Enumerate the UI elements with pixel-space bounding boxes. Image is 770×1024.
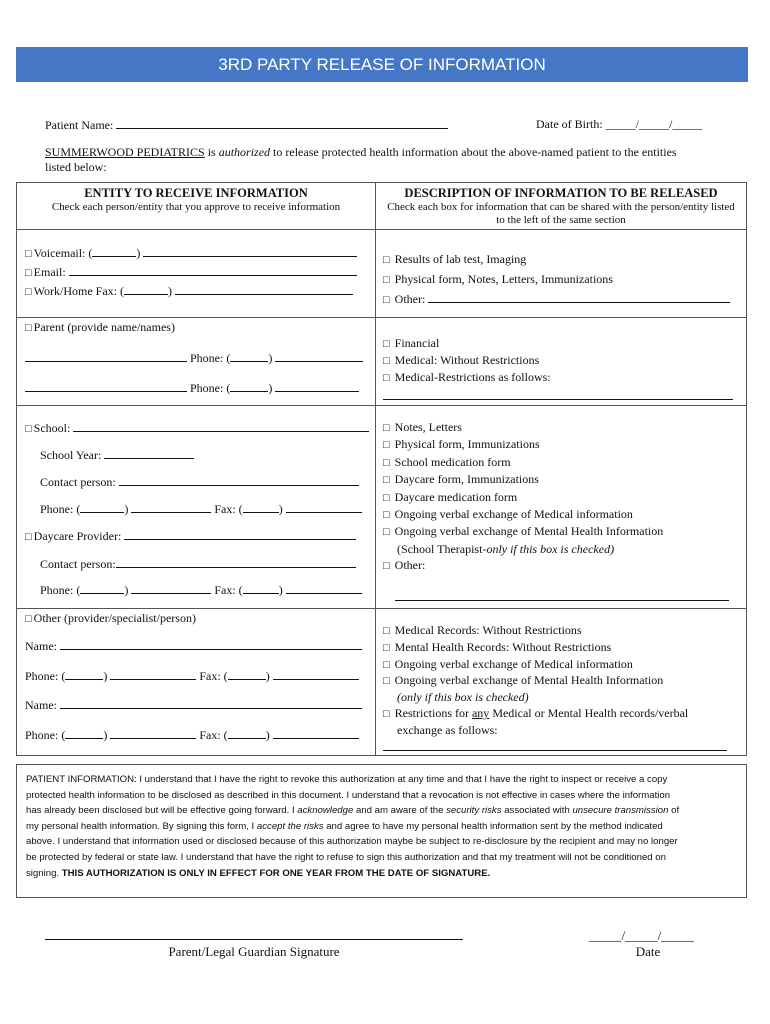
school-year-row[interactable]: School Year: <box>40 447 194 463</box>
other-phone-row-2[interactable]: Phone: ( ) Fax: ( ) <box>25 727 359 743</box>
option-physical-imm[interactable]: □ Physical form, Immunizations <box>383 437 540 452</box>
fax-field[interactable] <box>175 283 353 295</box>
left-header-sub: Check each person/entity that you approve to receive information <box>51 201 341 213</box>
option-other-school[interactable]: □ Other: <box>383 558 426 573</box>
section4-options: □ Medical Records: Without Restrictions □ Mental Health Records: Without Restrictions □ Ongoing verbal exchange of Medical information □ Ongoing verbal exchange of Mental Health Information (only if this box is checked) □ Restrictions for any Medical or Mental Health records/verbal exchange as follows: <box>383 623 727 755</box>
school-row[interactable] <box>25 420 369 436</box>
right-header-title: DESCRIPTION OF INFORMATION TO BE RELEASED <box>404 186 718 200</box>
parent-label: Parent (provide name/names) <box>33 320 175 334</box>
option-mental-records[interactable]: □ Mental Health Records: Without Restrictions <box>383 639 612 654</box>
option-daycare-med[interactable]: □ Daycare medication form <box>383 489 518 504</box>
form-title: 3RD PARTY RELEASE OF INFORMATION <box>218 54 546 74</box>
date-field[interactable]: _____/_____/_____ <box>589 928 694 943</box>
signature-line[interactable] <box>45 939 463 940</box>
date-label: Date <box>635 944 661 959</box>
row-divider <box>17 317 746 318</box>
parent-line-1[interactable]: Phone: ( ) <box>25 350 363 366</box>
row-divider <box>17 608 746 609</box>
option-notes[interactable]: □ Notes, Letters <box>383 420 462 434</box>
checkbox[interactable]: □ <box>25 322 32 334</box>
other-phone-row-1[interactable]: Phone: ( ) Fax: ( ) <box>25 668 359 684</box>
org-name: SUMMERWOOD PEDIATRICS <box>45 145 205 159</box>
voicemail-field[interactable] <box>143 245 357 257</box>
form-title-banner <box>16 47 748 82</box>
option-verbal-medical-2[interactable]: □ Ongoing verbal exchange of Medical information <box>383 656 633 671</box>
checkbox[interactable]: □ <box>25 613 32 625</box>
school-phone-row[interactable]: Phone: ( ) Fax: ( ) <box>40 501 362 517</box>
checkbox[interactable]: □ <box>25 286 32 298</box>
contact-row[interactable]: Contact person: <box>40 474 359 490</box>
checkbox[interactable]: □ <box>25 423 32 435</box>
fax-row[interactable]: □ Work/Home Fax: ( ) <box>25 283 353 299</box>
daycare-contact-row[interactable]: Contact person: <box>40 556 356 572</box>
email-label: Email: <box>33 265 66 279</box>
email-field[interactable] <box>69 264 357 276</box>
option-restrictions[interactable]: □ Restrictions for any Medical or Mental Health records/verbal <box>383 705 689 720</box>
checkbox[interactable]: □ <box>25 248 32 260</box>
option-other[interactable]: □ Other: <box>383 290 730 310</box>
other-name-row-1[interactable]: Name: <box>25 638 362 654</box>
fax-label: Work/Home Fax: ( <box>33 284 125 298</box>
therapist-note: (School Therapist-only if this box is checked) <box>397 541 615 556</box>
school-label: School: <box>33 421 71 435</box>
option-verbal-mental-2[interactable]: □ Ongoing verbal exchange of Mental Health Information <box>383 673 664 688</box>
release-table <box>16 182 747 756</box>
other-entity-label: Other (provider/specialist/person) <box>33 611 196 625</box>
voicemail-label: Voicemail: ( <box>33 246 93 260</box>
intro-authorized: authorized <box>218 145 271 159</box>
right-header-sub2: to the left of the same section <box>496 214 626 226</box>
checkbox[interactable]: □ <box>25 267 32 279</box>
option-medical-restricted[interactable]: □ Medical-Restrictions as follows: <box>383 370 551 384</box>
patient-name-label: Patient Name: <box>45 118 114 132</box>
signature-label: Parent/Legal Guardian Signature <box>168 944 340 959</box>
column-divider <box>375 183 376 755</box>
dob-row <box>536 117 702 132</box>
option-financial[interactable]: □ Financial <box>383 336 440 350</box>
intro-paragraph <box>45 145 677 175</box>
option-verbal-mental[interactable]: □ Ongoing verbal exchange of Mental Health Information <box>383 524 664 539</box>
option-lab[interactable]: □ Results of lab test, Imaging <box>383 252 527 266</box>
parent-line-2[interactable]: Phone: ( ) <box>25 380 359 396</box>
right-column-header <box>376 186 746 227</box>
option-medical-unrestricted[interactable]: □ Medical: Without Restrictions <box>383 353 540 367</box>
section1-options <box>383 250 730 310</box>
dob-label: Date of Birth: <box>536 117 603 131</box>
email-row[interactable] <box>25 264 357 280</box>
option-verbal-medical[interactable]: □ Ongoing verbal exchange of Medical information <box>383 507 633 522</box>
row-divider <box>17 405 746 406</box>
intro-line2: listed below: <box>45 160 107 174</box>
daycare-row[interactable] <box>25 528 356 544</box>
patient-name-field[interactable] <box>116 117 448 129</box>
option-physical[interactable]: □ Physical form, Notes, Letters, Immunizations <box>383 272 613 286</box>
option-daycare-form[interactable]: □ Daycare form, Immunizations <box>383 472 539 487</box>
checkbox[interactable]: □ <box>25 531 32 543</box>
other-name-row-2[interactable]: Name: <box>25 697 362 713</box>
section2-options <box>383 335 733 404</box>
row-divider <box>17 229 746 230</box>
voicemail-row[interactable]: □ Voicemail: ( ) <box>25 245 357 261</box>
daycare-label: Daycare Provider: <box>33 529 122 543</box>
option-medical-records[interactable]: □ Medical Records: Without Restrictions <box>383 623 582 637</box>
left-header-title: ENTITY TO RECEIVE INFORMATION <box>84 186 308 200</box>
intro-rest: to release protected health information about the above-named patient to the entities <box>273 145 677 159</box>
dob-field[interactable]: _____/_____/_____ <box>605 117 703 131</box>
patient-information-notice: PATIENT INFORMATION: I understand that I have the right to revoke this authorization at any time and that I have the right to inspect or receive a copy protected health information to be disclosed as described in this document. I understand that a revocation is not effective in cases where the information has already been disclosed but will be effective going forward. I acknowledge and am aware of the security risks associated with unsecure transmission of my personal health information. By signing this form, I accept the risks and agree to have my personal health information sent by the method indicated above. I understand that information used or disclosed because of this authorization maybe be subject to re-disclosure by the recipient and may no longer be protected by federal or state law. I understand that have the right to refuse to sign this authorization and that my treatment will not be conditioned on signing. THIS AUTHORIZATION IS ONLY IN EFFECT FOR ONE YEAR FROM THE DATE OF SIGNATURE. <box>16 764 747 898</box>
daycare-phone-row[interactable]: Phone: ( ) Fax: ( ) <box>40 582 362 598</box>
other-entity-row[interactable] <box>25 611 196 626</box>
option-school-med[interactable]: □ School medication form <box>383 454 511 469</box>
parent-row[interactable] <box>25 320 175 335</box>
right-header-sub1: Check each box for information that can be shared with the person/entity listed <box>387 201 735 213</box>
patient-name-row <box>45 117 448 133</box>
left-column-header <box>17 186 375 214</box>
intro-is: is <box>207 145 216 159</box>
section3-options <box>383 419 729 605</box>
